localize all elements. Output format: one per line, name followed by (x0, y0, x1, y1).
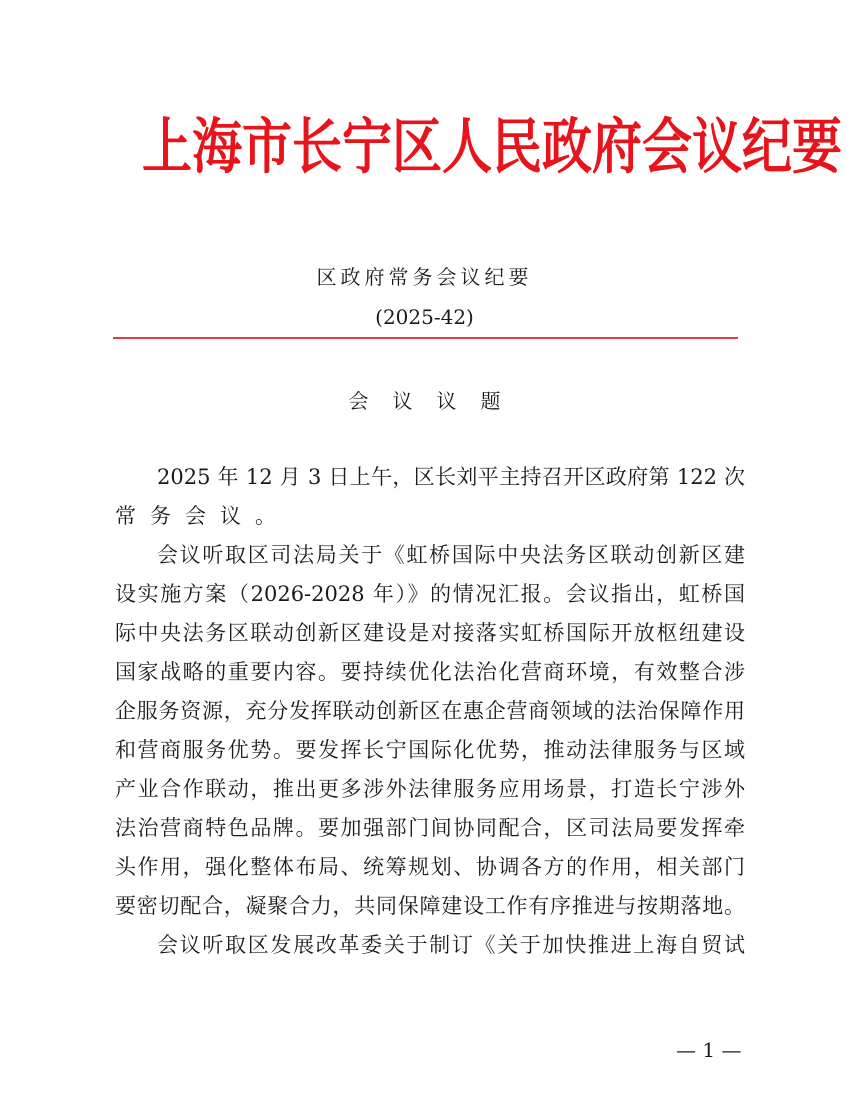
document-number: (2025-42) (375, 305, 474, 329)
section-heading: 会议议题 (348, 389, 525, 413)
document-subtitle: 区政府常务会议纪要 (316, 265, 533, 289)
body-text-line: 会议听取区司法局关于《虹桥国际中央法务区联动创新区建 (157, 543, 745, 567)
red-divider-line (113, 337, 738, 339)
body-text-line: 要密切配合，凝聚合力，共同保障建设工作有序推进与按期落地。 (115, 894, 745, 918)
body-text-line: 和营商服务优势。要发挥长宁国际化优势，推动法律服务与区域 (115, 738, 745, 762)
body-text-line: 设实施方案（2026-2028 年）》的情况汇报。会议指出，虹桥国 (115, 582, 745, 606)
body-text-line: 会议听取区发展改革委关于制订《关于加快推进上海自贸试 (157, 933, 745, 957)
document-masthead-title: 上海市长宁区人民政府会议纪要 (142, 111, 842, 182)
body-text-line: 产业合作联动，推出更多涉外法律服务应用场景，打造长宁涉外 (115, 777, 745, 801)
body-text-line: 企服务资源，充分发挥联动创新区在惠企营商领域的法治保障作用 (115, 699, 745, 723)
body-text-line: 国家战略的重要内容。要持续优化法治化营商环境，有效整合涉 (115, 660, 745, 684)
document-body (115, 458, 745, 965)
body-text-line: 法治营商特色品牌。要加强部门间协同配合，区司法局要发挥牵 (115, 816, 745, 840)
page-number: — 1 — (676, 1038, 742, 1062)
body-text-line: 常务会议。 (115, 504, 290, 528)
body-text-line: 头作用，强化整体布局、统筹规划、协调各方的作用，相关部门 (115, 855, 745, 879)
body-text-line: 际中央法务区联动创新区建设是对接落实虹桥国际开放枢纽建设 (115, 621, 745, 645)
body-text-line: 2025 年 12 月 3 日上午，区长刘平主持召开区政府第 122 次 (157, 465, 745, 489)
